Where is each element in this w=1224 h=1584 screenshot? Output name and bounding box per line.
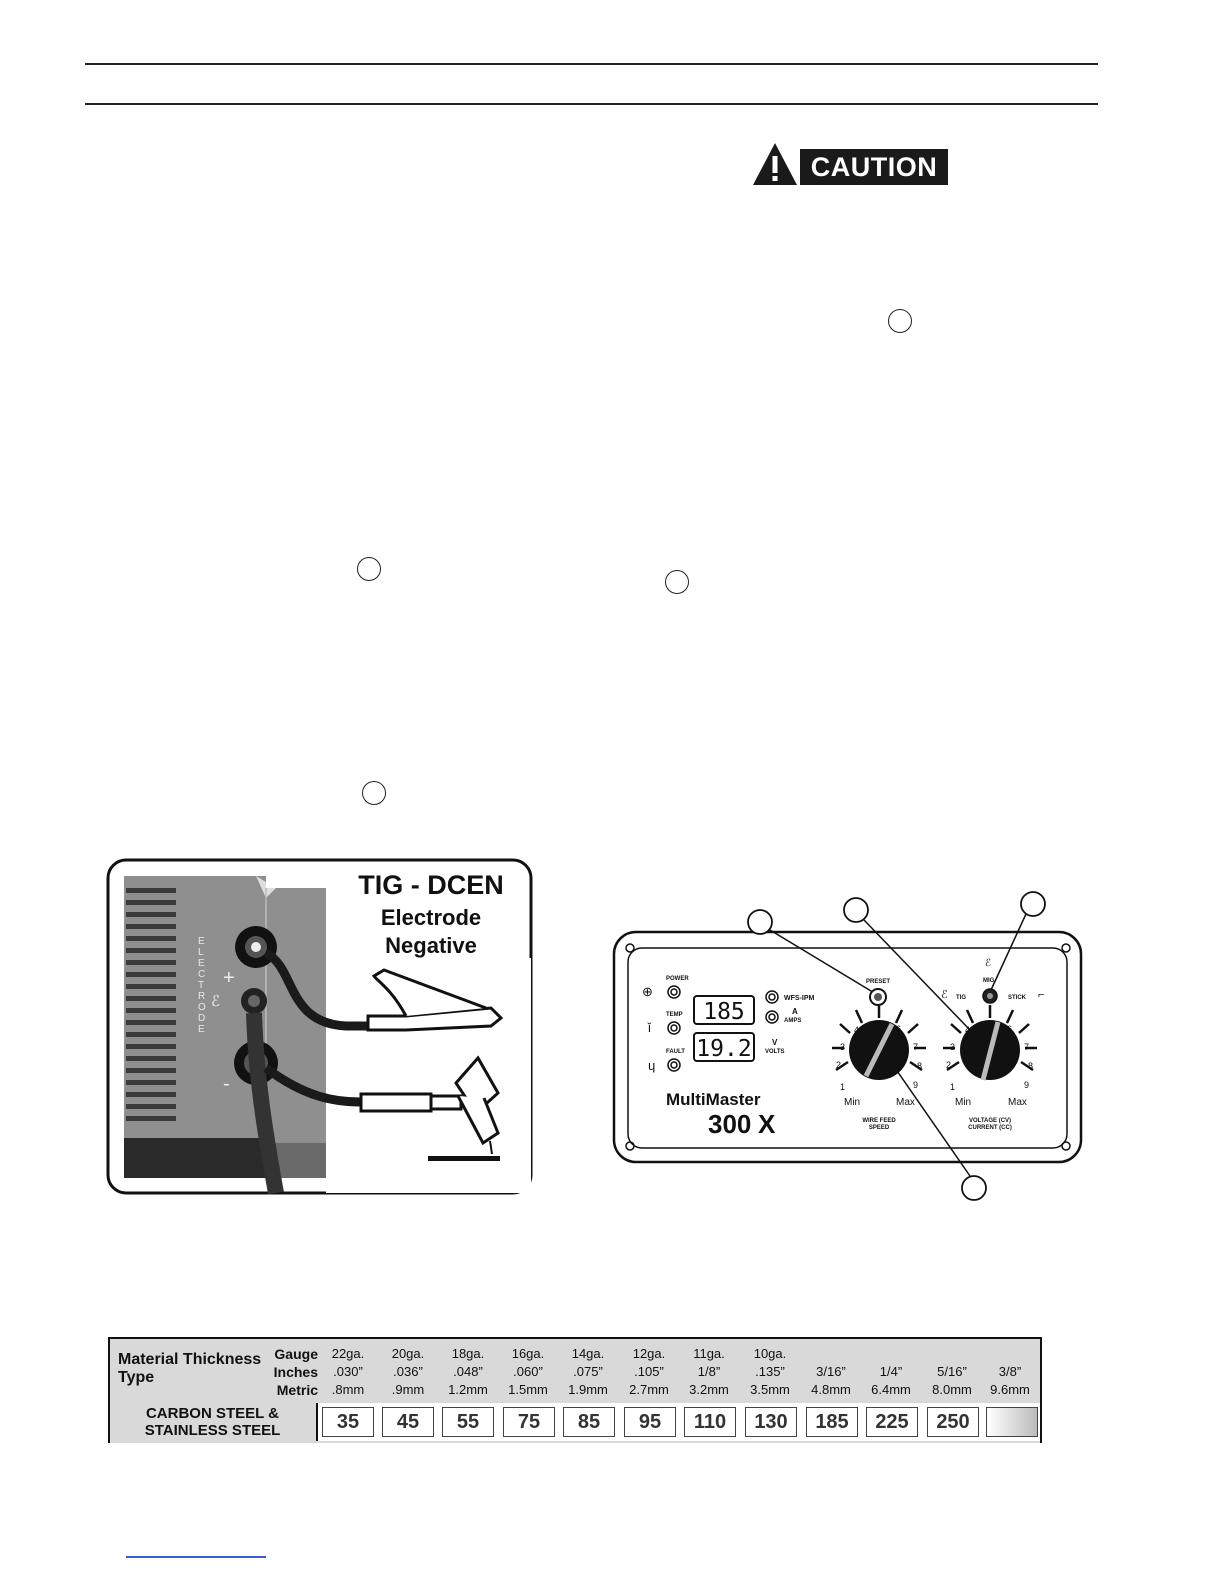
brand-name: MultiMaster xyxy=(666,1090,761,1109)
unit-wfs: WFS-IPM xyxy=(784,995,815,1002)
electrode-label: E L E C T R O D E xyxy=(198,936,206,1035)
mode-tig: TIG xyxy=(956,995,966,1001)
value-cells xyxy=(316,1403,1040,1441)
dial1-label-2: SPEED xyxy=(868,1125,890,1131)
dial2-min: Min xyxy=(955,1097,972,1108)
plus-symbol: + xyxy=(223,967,235,989)
header-label-line2: Type xyxy=(118,1369,155,1386)
dial2-label-1: VOLTAGE (CV) xyxy=(968,1118,1012,1124)
svg-text:4: 4 xyxy=(965,1025,971,1035)
callout-circle xyxy=(665,570,689,594)
svg-text:7: 7 xyxy=(1024,1042,1030,1052)
callout-circle xyxy=(357,557,381,581)
unit-inches: Inches xyxy=(273,1364,318,1380)
mig-torch-icon: ℰ xyxy=(985,958,992,969)
thickness-col: 1/4” 6.4mm xyxy=(871,1364,911,1397)
mode-stick: STICK xyxy=(1008,995,1026,1001)
model-number: 300 xyxy=(708,1109,752,1139)
torch-symbol: ℰ xyxy=(211,993,221,1010)
row-label-line1: CARBON STEEL & xyxy=(145,1405,280,1422)
svg-text:8: 8 xyxy=(1028,1061,1034,1071)
thickness-col: 12ga. .105” 2.7mm xyxy=(629,1346,669,1397)
value-cell: 130 xyxy=(745,1407,797,1437)
dial1-min: Min xyxy=(844,1097,861,1108)
caution-label xyxy=(752,142,950,186)
thickness-col: 18ga. .048” 1.2mm xyxy=(448,1346,488,1397)
unit-amps: AMPS xyxy=(784,1018,802,1024)
control-panel-figure xyxy=(608,890,1088,1210)
thickness-col: 20ga. .036” .9mm xyxy=(391,1346,425,1397)
caution-text: CAUTION xyxy=(800,149,948,185)
table-row xyxy=(110,1403,1040,1443)
dial1-label-1: WIRE FEED xyxy=(862,1118,896,1124)
power-icon: ⊕ xyxy=(642,984,653,999)
value-cell: 85 xyxy=(563,1407,615,1437)
mode-mig: MIG xyxy=(983,978,995,984)
value-cell: 110 xyxy=(684,1407,736,1437)
warning-icon xyxy=(752,142,798,186)
svg-text:8: 8 xyxy=(917,1061,923,1071)
thickness-col: 11ga. 1/8” 3.2mm xyxy=(689,1346,729,1397)
value-cell: 75 xyxy=(503,1407,555,1437)
svg-text:3: 3 xyxy=(840,1042,846,1052)
model-x: X xyxy=(758,1109,776,1139)
value-cell: 95 xyxy=(624,1407,676,1437)
unit-metric: Metric xyxy=(276,1382,318,1398)
row-label xyxy=(110,1405,315,1439)
svg-text:3: 3 xyxy=(950,1042,956,1052)
value-cell: 45 xyxy=(382,1407,434,1437)
figure-subtitle-1: Electrode xyxy=(380,905,482,930)
thickness-col: 3/8” 9.6mm xyxy=(990,1364,1030,1397)
unit-labels xyxy=(266,1345,318,1399)
header-label-line1: Material Thickness xyxy=(118,1351,262,1368)
thermometer-icon: ǐ xyxy=(648,1020,651,1035)
dial1-max: Max xyxy=(896,1097,915,1108)
svg-text:2: 2 xyxy=(946,1060,952,1070)
row-label-line2: STAINLESS STEEL xyxy=(144,1422,281,1439)
svg-text:9: 9 xyxy=(1024,1080,1030,1090)
svg-text:7: 7 xyxy=(913,1042,919,1052)
preset-label: PRESET xyxy=(865,979,891,985)
thickness-col: 10ga. .135” 3.5mm xyxy=(750,1346,790,1397)
minus-symbol: - xyxy=(223,1073,230,1095)
svg-text:5: 5 xyxy=(987,1020,993,1030)
unit-volts-v: V xyxy=(772,1038,778,1047)
callout-circle xyxy=(888,309,912,333)
svg-text:6: 6 xyxy=(896,1024,902,1034)
svg-text:6: 6 xyxy=(1007,1024,1013,1034)
value-cell: 55 xyxy=(442,1407,494,1437)
thickness-col: 5/16” 8.0mm xyxy=(932,1364,972,1397)
svg-text:4: 4 xyxy=(854,1025,860,1035)
svg-text:1: 1 xyxy=(950,1082,956,1092)
unit-gauge: Gauge xyxy=(274,1346,318,1362)
dial2-label-2: CURRENT (CC) xyxy=(968,1125,1012,1131)
svg-text:2: 2 xyxy=(836,1060,842,1070)
thickness-col: 14ga. .075” 1.9mm xyxy=(568,1346,608,1397)
control-panel-illustration xyxy=(608,890,1088,1210)
value-cell: 185 xyxy=(806,1407,858,1437)
indicator-label-temp: TEMP xyxy=(666,1012,683,1018)
thickness-col: 16ga. .060” 1.5mm xyxy=(508,1346,548,1397)
indicator-label-power: POWER xyxy=(666,976,689,982)
dial2-max: Max xyxy=(1008,1097,1027,1108)
svg-text:5: 5 xyxy=(876,1020,882,1030)
thickness-col: 3/16” 4.8mm xyxy=(811,1364,851,1397)
footer-link[interactable] xyxy=(126,1556,266,1558)
table-header-label xyxy=(118,1351,261,1387)
svg-text:1: 1 xyxy=(840,1082,846,1092)
figure-subtitle-2: Negative xyxy=(385,933,477,958)
svg-text:9: 9 xyxy=(913,1080,919,1090)
callout-circle xyxy=(362,781,386,805)
value-cell: 250 xyxy=(927,1407,979,1437)
header-rule-bottom xyxy=(85,103,1098,105)
tig-dcen-illustration xyxy=(106,858,533,1195)
unit-volts: VOLTS xyxy=(765,1049,785,1055)
indicator-label-fault: FAULT xyxy=(666,1049,685,1055)
tig-torch-icon: ℰ xyxy=(941,989,948,1001)
table-header xyxy=(110,1339,1040,1405)
display-top: 185 xyxy=(703,999,745,1025)
material-thickness-table xyxy=(108,1337,1042,1443)
value-cell xyxy=(986,1407,1038,1437)
header-rule-top xyxy=(85,63,1098,65)
display-bottom: 19.2 xyxy=(696,1036,752,1062)
figure-title: TIG - DCEN xyxy=(358,870,504,900)
fault-icon: ɥ xyxy=(648,1058,656,1073)
tig-dcen-figure xyxy=(106,858,533,1195)
thickness-col: 22ga. .030” .8mm xyxy=(331,1346,365,1397)
value-cell: 35 xyxy=(322,1407,374,1437)
unit-amps-a: A xyxy=(792,1007,798,1016)
value-cell: 225 xyxy=(866,1407,918,1437)
stick-icon: ⌐ xyxy=(1038,989,1045,1001)
